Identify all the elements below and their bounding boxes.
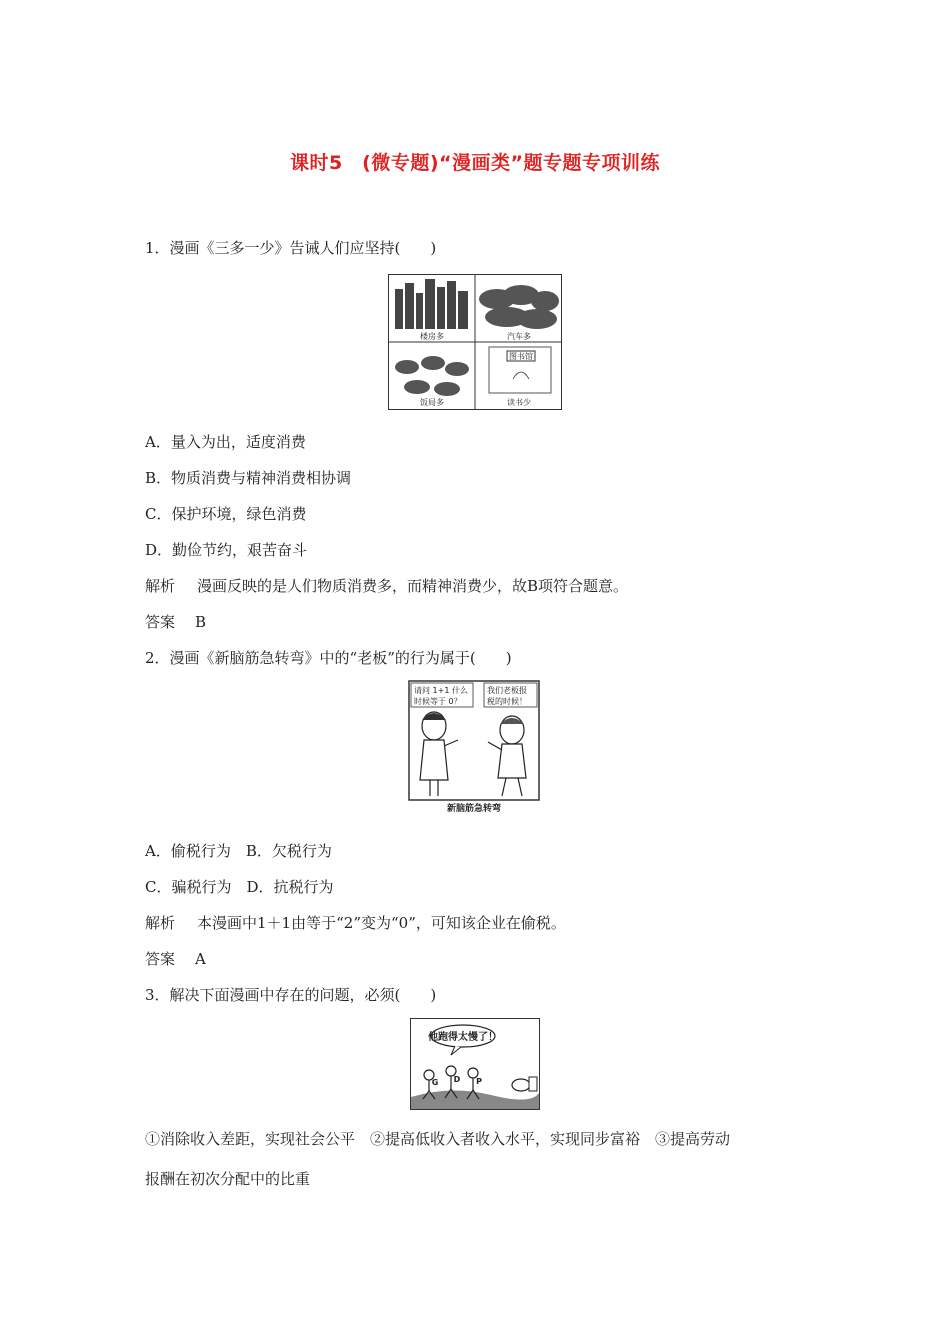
question-2-options-cd: C．骗税行为 D．抗税行为 [145, 878, 334, 896]
answer-label: 答案 [145, 950, 176, 968]
comic-letter-g: G [431, 1078, 439, 1087]
question-1-option-a: A．量入为出，适度消费 [145, 433, 306, 451]
comic-bubble: 他跑得太慢了！ [428, 1032, 498, 1043]
question-1-answer [145, 611, 206, 632]
comic-gdp-race [410, 1018, 540, 1110]
question-2-stem: 2．漫画《新脑筋急转弯》中的“老板”的行为属于( ) [145, 649, 512, 667]
comic-letter-d: D [453, 1075, 461, 1084]
question-3-choices-line2: 报酬在初次分配中的比重 [145, 1170, 311, 1188]
analysis-label: 解析 [145, 577, 176, 595]
comic-bubble-left-line1: 请问 1+1 什么 [414, 686, 468, 695]
question-2-analysis [145, 912, 566, 933]
comic-bubble-right-line2: 税的时候！ [487, 697, 527, 706]
analysis-text: 漫画反映的是人们物质消费多，而精神消费少，故B项符合题意。 [197, 577, 629, 595]
comic-caption-2: 汽车多 [507, 332, 531, 341]
comic-bubble-left-line2: 时候等于 0？ [414, 697, 462, 706]
comic-sign: 图书馆 [509, 352, 533, 361]
comic-caption-4: 读书少 [507, 398, 531, 407]
question-1-stem: 1．漫画《三多一少》告诫人们应坚持( ) [145, 239, 437, 257]
answer-label: 答案 [145, 613, 176, 631]
analysis-label: 解析 [145, 914, 176, 932]
page-title: 课时5 (微专题)“漫画类”题专题专项训练 [289, 152, 661, 174]
comic-bubble-right-line1: 我们老板报 [487, 686, 527, 695]
answer-value: B [195, 613, 207, 631]
comic-letter-p: P [476, 1077, 482, 1086]
comic-caption-1: 楼房多 [420, 332, 444, 341]
comic-three-more-one-less [388, 274, 562, 410]
question-3-choices-line1: ①消除收入差距，实现社会公平 ②提高低收入者收入水平，实现同步富裕 ③提高劳动 [145, 1130, 731, 1148]
question-1-option-d: D．勤俭节约，艰苦奋斗 [145, 541, 308, 559]
answer-value: A [195, 950, 206, 968]
question-3-stem: 3．解决下面漫画中存在的问题，必须( ) [145, 986, 437, 1004]
question-1-option-b: B．物质消费与精神消费相协调 [145, 469, 352, 487]
analysis-text: 本漫画中1＋1由等于“2”变为“0”，可知该企业在偷税。 [197, 914, 566, 932]
question-1-option-c: C．保护环境，绿色消费 [145, 505, 307, 523]
comic-new-brain-teaser [408, 680, 540, 816]
comic-caption-3: 饭局多 [420, 398, 444, 407]
comic-caption: 新脑筋急转弯 [446, 804, 502, 814]
question-2-answer [145, 948, 206, 969]
question-1-analysis [145, 575, 628, 596]
question-2-options-ab: A．偷税行为 B．欠税行为 [145, 842, 332, 860]
